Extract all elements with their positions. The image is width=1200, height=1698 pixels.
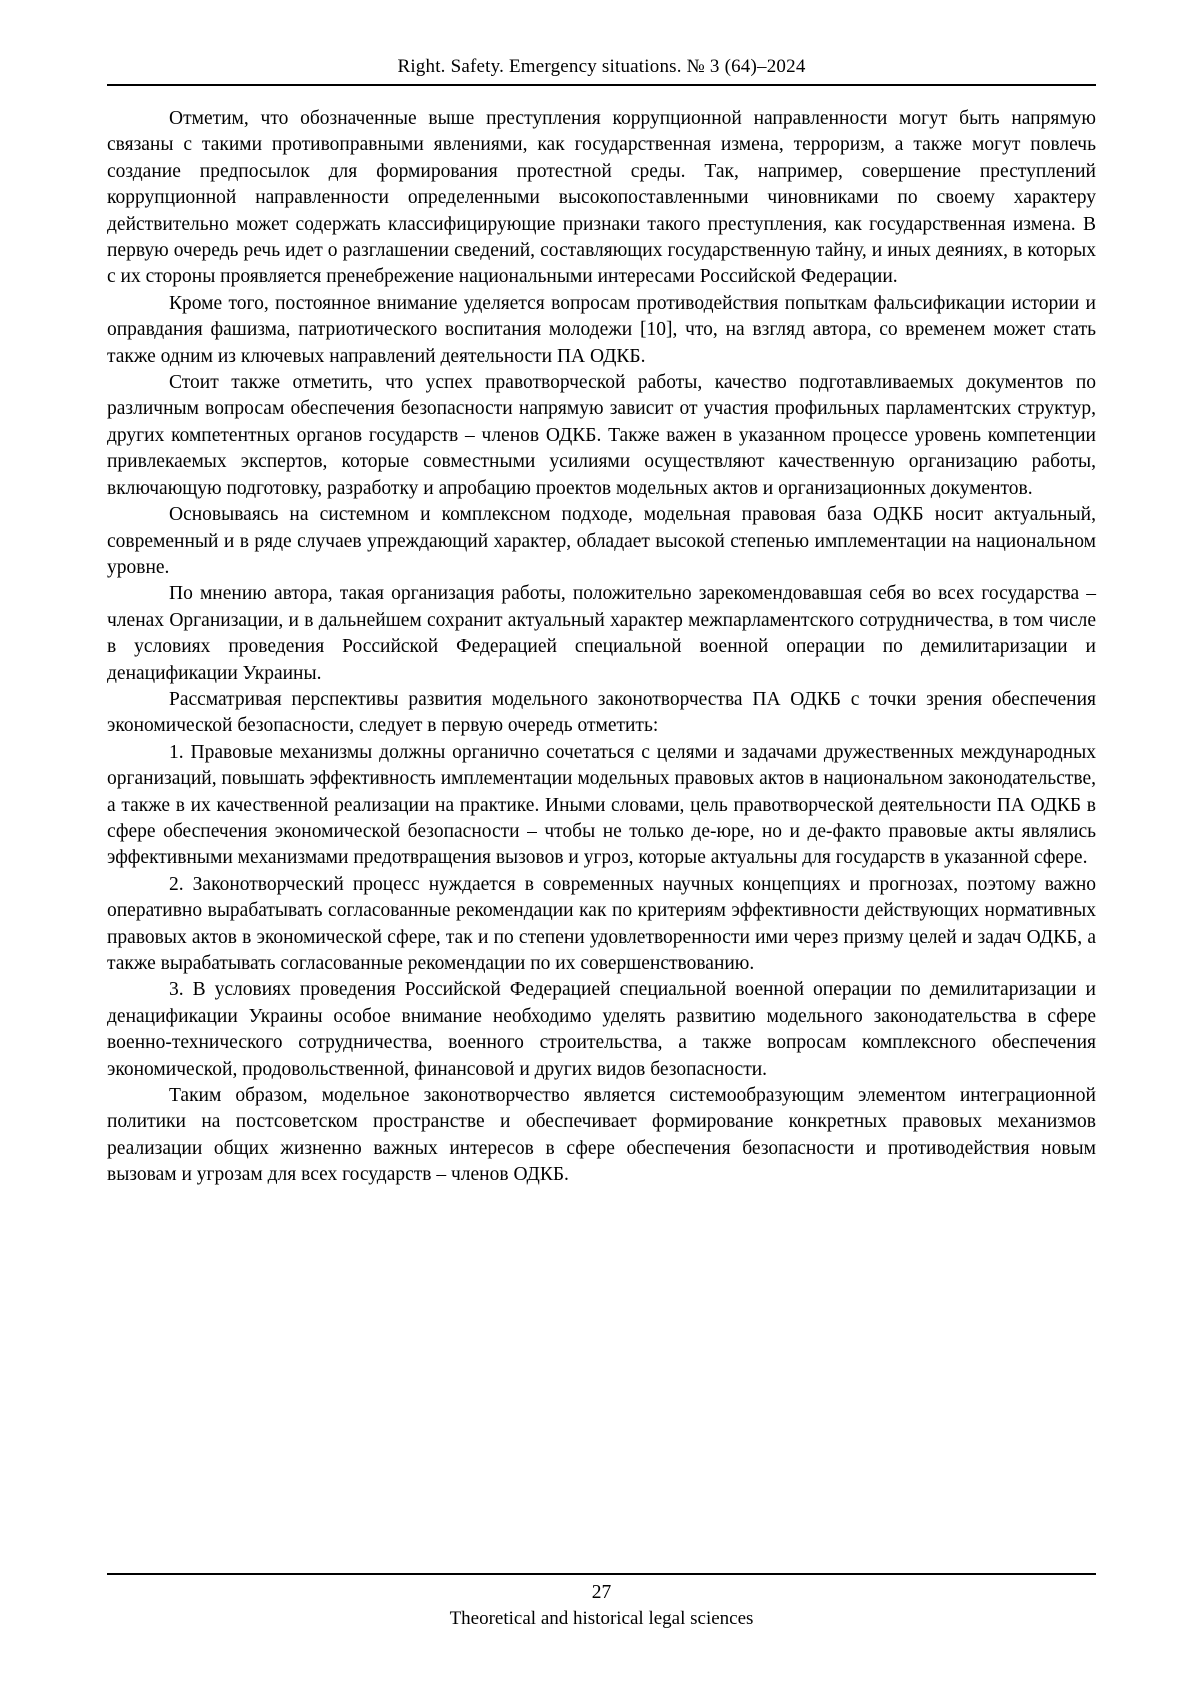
footer-divider [107,1573,1096,1575]
paragraph: 1. Правовые механизмы должны органично сочетаться с целями и задачами дружественных международных организаций, повышать эффективность имплементации модельных правовых актов в национальном законодательстве, а также в их качественной реализации на практике. Иными словами, цель правотворческой деятельности ПА ОДКБ в сфере обеспечения экономической безопасности – чтобы не только де-юре, но и де-факто правовые акты являлись эффективными механизмами предотвращения вызовов и угроз, которые актуальны для государств в указанной сфере. [107,741,1096,869]
paragraph: Кроме того, постоянное внимание уделяется вопросам противодействия попыткам фальсификации истории и оправдания фашизма, патриотического воспитания молодежи [10], что, на взгляд автора, со временем может стать также одним из ключевых направлений деятельности ПА ОДКБ. [107,292,1096,367]
paragraph: Таким образом, модельное законотворчество является системообразующим элементом интеграционной политики на постсоветском пространстве и обеспечивает формирование конкретных правовых механизмов реализации общих жизненно важных интересов в сфере обеспечения безопасности и противодействия новым вызовам и угрозам для всех государств – членов ОДКБ. [107,1085,1096,1186]
journal-header-title: Right. Safety. Emergency situations. № 3 (64)–2024 [397,56,806,77]
footer-section-title: Theoretical and historical legal sciences [449,1608,754,1629]
paragraph: 2. Законотворческий процесс нуждается в современных научных концепциях и прогнозах, поэтому важно оперативно вырабатывать согласованные рекомендации как по критериям эффективности действующих нормативных правовых актов в экономической сфере, так и по степени удовлетворенности ими через призму целей и задач ОДКБ, а также вырабатывать согласованные рекомендации по их совершенствованию. [107,873,1096,974]
page-header [107,0,1096,86]
page-number: 27 [591,1582,612,1603]
paragraph: По мнению автора, такая организация работы, положительно зарекомендовавшая себя во всех государства – членах Организации, и в дальнейшем сохранит актуальный характер межпарламентского сотрудничества, в том числе в условиях проведения Российской Федерацией специальной военной операции по демилитаризации и денацификации Украины. [107,583,1096,684]
paragraph: Отметим, что обозначенные выше преступления коррупционной направленности могут быть напрямую связаны с такими противоправными явлениями, как государственная измена, терроризм, а также могут повлечь создание предпосылок для формирования протестной среды. Так, например, совершение преступлений коррупционной направленности определенными высокопоставленными чиновниками по своему характеру действительно может содержать классифицирующие признаки такого преступления, как государственная измена. В первую очередь речь идет о разглашении сведений, составляющих государственную тайну, и иных деяниях, в которых с их стороны проявляется пренебрежение национальными интересами Российской Федерации. [107,108,1096,288]
page-footer [107,1567,1096,1632]
paragraph: Рассматривая перспективы развития модельного законотворчества ПА ОДКБ с точки зрения обеспечения экономической безопасности, следует в первую очередь отметить: [107,688,1096,737]
paragraph: Стоит также отметить, что успех правотворческой работы, качество подготавливаемых документов по различным вопросам обеспечения безопасности напрямую зависит от участия профильных парламентских структур, других компетентных органов государств – членов ОДКБ. Также важен в указанном процессе уровень компетенции привлекаемых экспертов, которые совместными усилиями осуществляют качественную организацию работы, включающую подготовку, разработку и апробацию проектов модельных актов и организационных документов. [107,372,1096,499]
paragraph: 3. В условиях проведения Российской Федерацией специальной военной операции по демилитаризации и денацификации Украины особое внимание необходимо уделять развитию модельного законодательства в сфере военно-технического сотрудничества, военного строительства, а также вопросам комплексного обеспечения экономической, продовольственной, финансовой и других видов безопасности. [107,979,1096,1080]
article-body [107,86,1096,1189]
paragraph: Основываясь на системном и комплексном подходе, модельная правовая база ОДКБ носит актуальный, современный и в ряде случаев упреждающий характер, обладает высокой степенью имплементации на национальном уровне. [107,504,1096,578]
